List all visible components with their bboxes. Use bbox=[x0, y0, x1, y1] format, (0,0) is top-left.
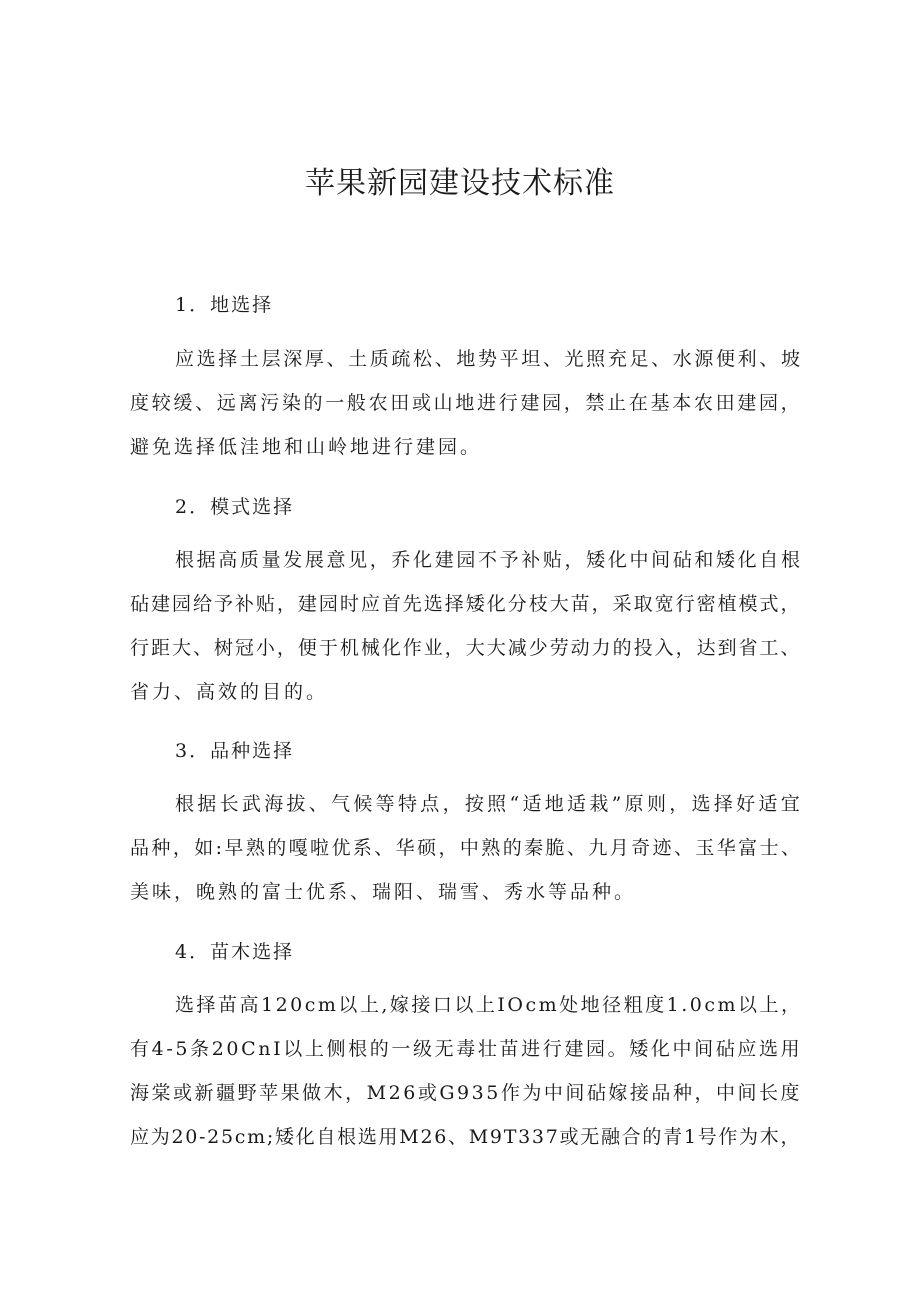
section-heading-1: 1．地选择 bbox=[175, 294, 274, 316]
section-heading-2: 2．模式选择 bbox=[175, 496, 295, 518]
section-paragraph-2 bbox=[130, 538, 800, 714]
paragraph-line: 海 棠 或 新 疆 野 苹 果 做 木 ， M 2 6 或 G 9 3 5 作 为 中 间 砧 嫁 接 品 种 ， 中 间 长 度 bbox=[130, 1082, 800, 1104]
page-title: 苹果新园建设技术标准 bbox=[305, 166, 615, 201]
paragraph-line: 品 种 ， 如 : 早 熟 的 嘎 啦 优 系 、 华 硕 ， 中 熟 的 秦 脆 、 九 月 奇 迹 、 玉 华 富 士 、 bbox=[130, 837, 800, 859]
paragraph-line: 应 选 择 土 层 深 厚 、 土 质 疏 松 、 地 势 平 坦 、 光 照 充 足 、 水 源 便 利 、 坡 bbox=[175, 348, 800, 370]
paragraph-line: 度 较 缓 、 远 离 污 染 的 一 般 农 田 或 山 地 进 行 建 园 ， 禁 止 在 基 本 农 田 建 园 ， bbox=[130, 392, 800, 414]
section-paragraph-1 bbox=[130, 337, 800, 469]
section-paragraph-3 bbox=[130, 782, 800, 914]
paragraph-line: 选 择 苗 高 1 2 0 c m 以 上 , 嫁 接 口 以 上 I O c m 处 地 径 粗 度 1 . 0 c m 以 上 ， bbox=[175, 994, 800, 1016]
paragraph-line: 根 据 高 质 量 发 展 意 见 ， 乔 化 建 园 不 予 补 贴 ， 矮 化 中 间 砧 和 矮 化 自 根 bbox=[175, 549, 800, 571]
paragraph-line: 应 为 2 0 - 2 5 c m ; 矮 化 自 根 选 用 M 2 6 、 M 9 T 3 3 7 或 无 融 合 的 青 1 号 作 为 木 ， bbox=[130, 1126, 800, 1148]
paragraph-line: 砧 建 园 给 予 补 贴 ， 建 园 时 应 首 先 选 择 矮 化 分 枝 大 苗 ， 采 取 宽 行 密 植 模 式 ， bbox=[130, 593, 800, 615]
section-heading-4: 4．苗木选择 bbox=[175, 941, 295, 963]
paragraph-line: 省力、高效的目的。 bbox=[130, 681, 329, 703]
paragraph-line: 根 据 长 武 海 拔 、 气 候 等 特 点 ， 按 照 “ 适 地 适 栽 ” 原 则 ， 选 择 好 适 宜 bbox=[175, 793, 800, 815]
paragraph-line: 美味，晚熟的富士优系、瑞阳、瑞雪、秀水等品种。 bbox=[130, 881, 637, 903]
paragraph-line: 行 距 大 、 树 冠 小 ， 便 于 机 械 化 作 业 ， 大 大 减 少 劳 动 力 的 投 入 ， 达 到 省 工 、 bbox=[130, 637, 800, 659]
section-paragraph-4 bbox=[130, 983, 800, 1159]
section-heading-3: 3．品种选择 bbox=[175, 740, 295, 762]
paragraph-line: 有 4 - 5 条 2 0 C n I 以 上 侧 根 的 一 级 无 毒 壮 苗 进 行 建 园 。 矮 化 中 间 砧 应 选 用 bbox=[130, 1038, 800, 1060]
paragraph-line: 避免选择低洼地和山岭地进行建园。 bbox=[130, 436, 483, 458]
